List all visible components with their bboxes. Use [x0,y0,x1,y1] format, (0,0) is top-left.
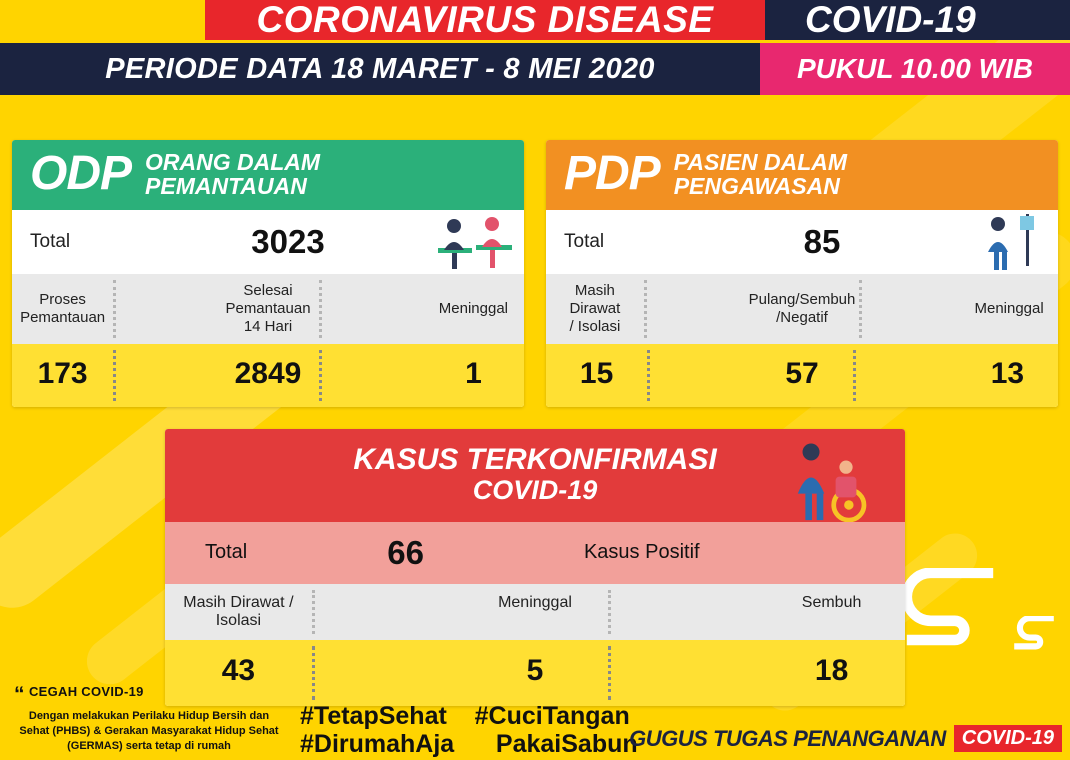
card-odp-label-1: Selesai Pemantauan 14 Hari [225,282,311,336]
header-title-badge: COVID-19 [765,0,1070,40]
card-pdp-total-label: Total [564,231,605,253]
card-confirmed-total-suffix: Kasus Positif [583,541,700,564]
card-confirmed-value-0: 43 [221,653,256,687]
header-time: PUKUL 10.00 WIB [760,43,1070,95]
confirmed-card-wrap [0,429,1070,706]
divider [319,350,423,401]
card-odp-total-label: Total [30,231,71,253]
card-odp-total-value: 3023 [251,223,325,261]
card-confirmed-label-1: Meninggal [498,593,572,611]
card-pdp-full-line2: PENGAWASAN [673,173,840,200]
card-pdp-label-1: Pulang/Sembuh /Negatif [748,291,856,327]
divider [312,590,462,634]
footer-hashtags [300,702,638,758]
card-pdp-total-row [546,210,1058,274]
header-title-row [0,0,1070,40]
quote-mark-icon: “ [14,683,25,707]
card-odp-label-2: Meninggal [438,300,509,318]
card-confirmed-header [165,429,905,522]
card-odp-full-line1: ORANG DALAM [145,149,321,175]
card-pdp-value-1: 57 [785,357,819,391]
card-confirmed-title-line2: COVID-19 [472,475,598,506]
card-odp-value-0: 173 [37,357,88,391]
card-confirmed-total-value: 66 [387,533,424,571]
divider [608,590,758,634]
footer-brand [629,725,1062,752]
footer-tip-body: Dengan melakukan Perilaku Hidup Bersih dan Sehat (PHBS) & Gerakan Masyarakat Hidup Sehat (GERMAS) serta tetap di rumah [19,710,279,753]
card-confirmed [165,429,905,706]
footer-tip-title: CEGAH COVID-19 [28,684,144,700]
header-title-main: CORONAVIRUS DISEASE [205,0,765,40]
divider [853,350,957,401]
divider [113,350,217,401]
card-pdp-full-line1: PASIEN DALAM [673,149,848,175]
footer-brand-badge: COVID-19 [954,725,1062,752]
patient-iv-drip-icon [964,212,1044,274]
card-confirmed-label-2: Sembuh [801,593,862,611]
header-period: PERIODE DATA 18 MARET - 8 MEI 2020 [0,43,760,95]
card-pdp-total-value: 85 [803,223,841,261]
divider [319,280,423,338]
divider [647,350,751,401]
hashtag-dirumahaja: #DirumahAja [300,730,455,758]
card-pdp-abbr: PDP [564,147,660,201]
card-odp-value-2: 1 [465,357,482,391]
card-confirmed-total-row [165,522,905,584]
card-confirmed-total-label: Total [205,541,248,564]
footer-tip [14,684,284,754]
card-odp-header [12,140,524,210]
card-pdp-value-0: 15 [579,357,614,391]
card-confirmed-label-0: Masih Dirawat / Isolasi [183,593,294,629]
card-odp-abbr: ODP [30,147,132,201]
header-subtitle-row [0,43,1070,95]
hashtag-tetapsehat: #TetapSehat [300,702,447,730]
hashtag-pakaisabun: PakaiSabun [495,730,638,758]
divider [113,280,217,338]
card-confirmed-breakdown-labels [165,584,905,640]
divider [859,280,960,338]
divider [644,280,745,338]
card-confirmed-title-line1: KASUS TERKONFIRMASI [353,443,717,477]
header [0,0,1070,95]
card-pdp [546,140,1058,407]
card-pdp-label-0: Masih Dirawat / Isolasi [569,282,621,336]
card-odp-value-1: 2849 [234,357,302,391]
card-pdp-header [546,140,1058,210]
card-odp-full-line2: PEMANTAUAN [145,173,307,200]
two-people-desk-icon [430,212,510,274]
card-odp-label-0: Proses Pemantauan [20,291,106,327]
card-odp-total-row [12,210,524,274]
card-odp [12,140,524,407]
footer-brand-text: GUGUS TUGAS PENANGANAN [629,725,946,751]
card-pdp-breakdown-labels [546,274,1058,344]
hashtag-cucitangan: #CuciTangan [474,702,630,730]
footer [0,683,1070,760]
card-pdp-breakdown-values [546,344,1058,407]
card-confirmed-value-1: 5 [526,653,544,687]
card-odp-breakdown-labels [12,274,524,344]
summary-cards-row [0,140,1070,407]
card-pdp-label-2: Meninggal [974,300,1044,318]
card-confirmed-value-2: 18 [814,653,849,687]
card-pdp-value-2: 13 [990,357,1025,391]
card-odp-breakdown-values [12,344,524,407]
